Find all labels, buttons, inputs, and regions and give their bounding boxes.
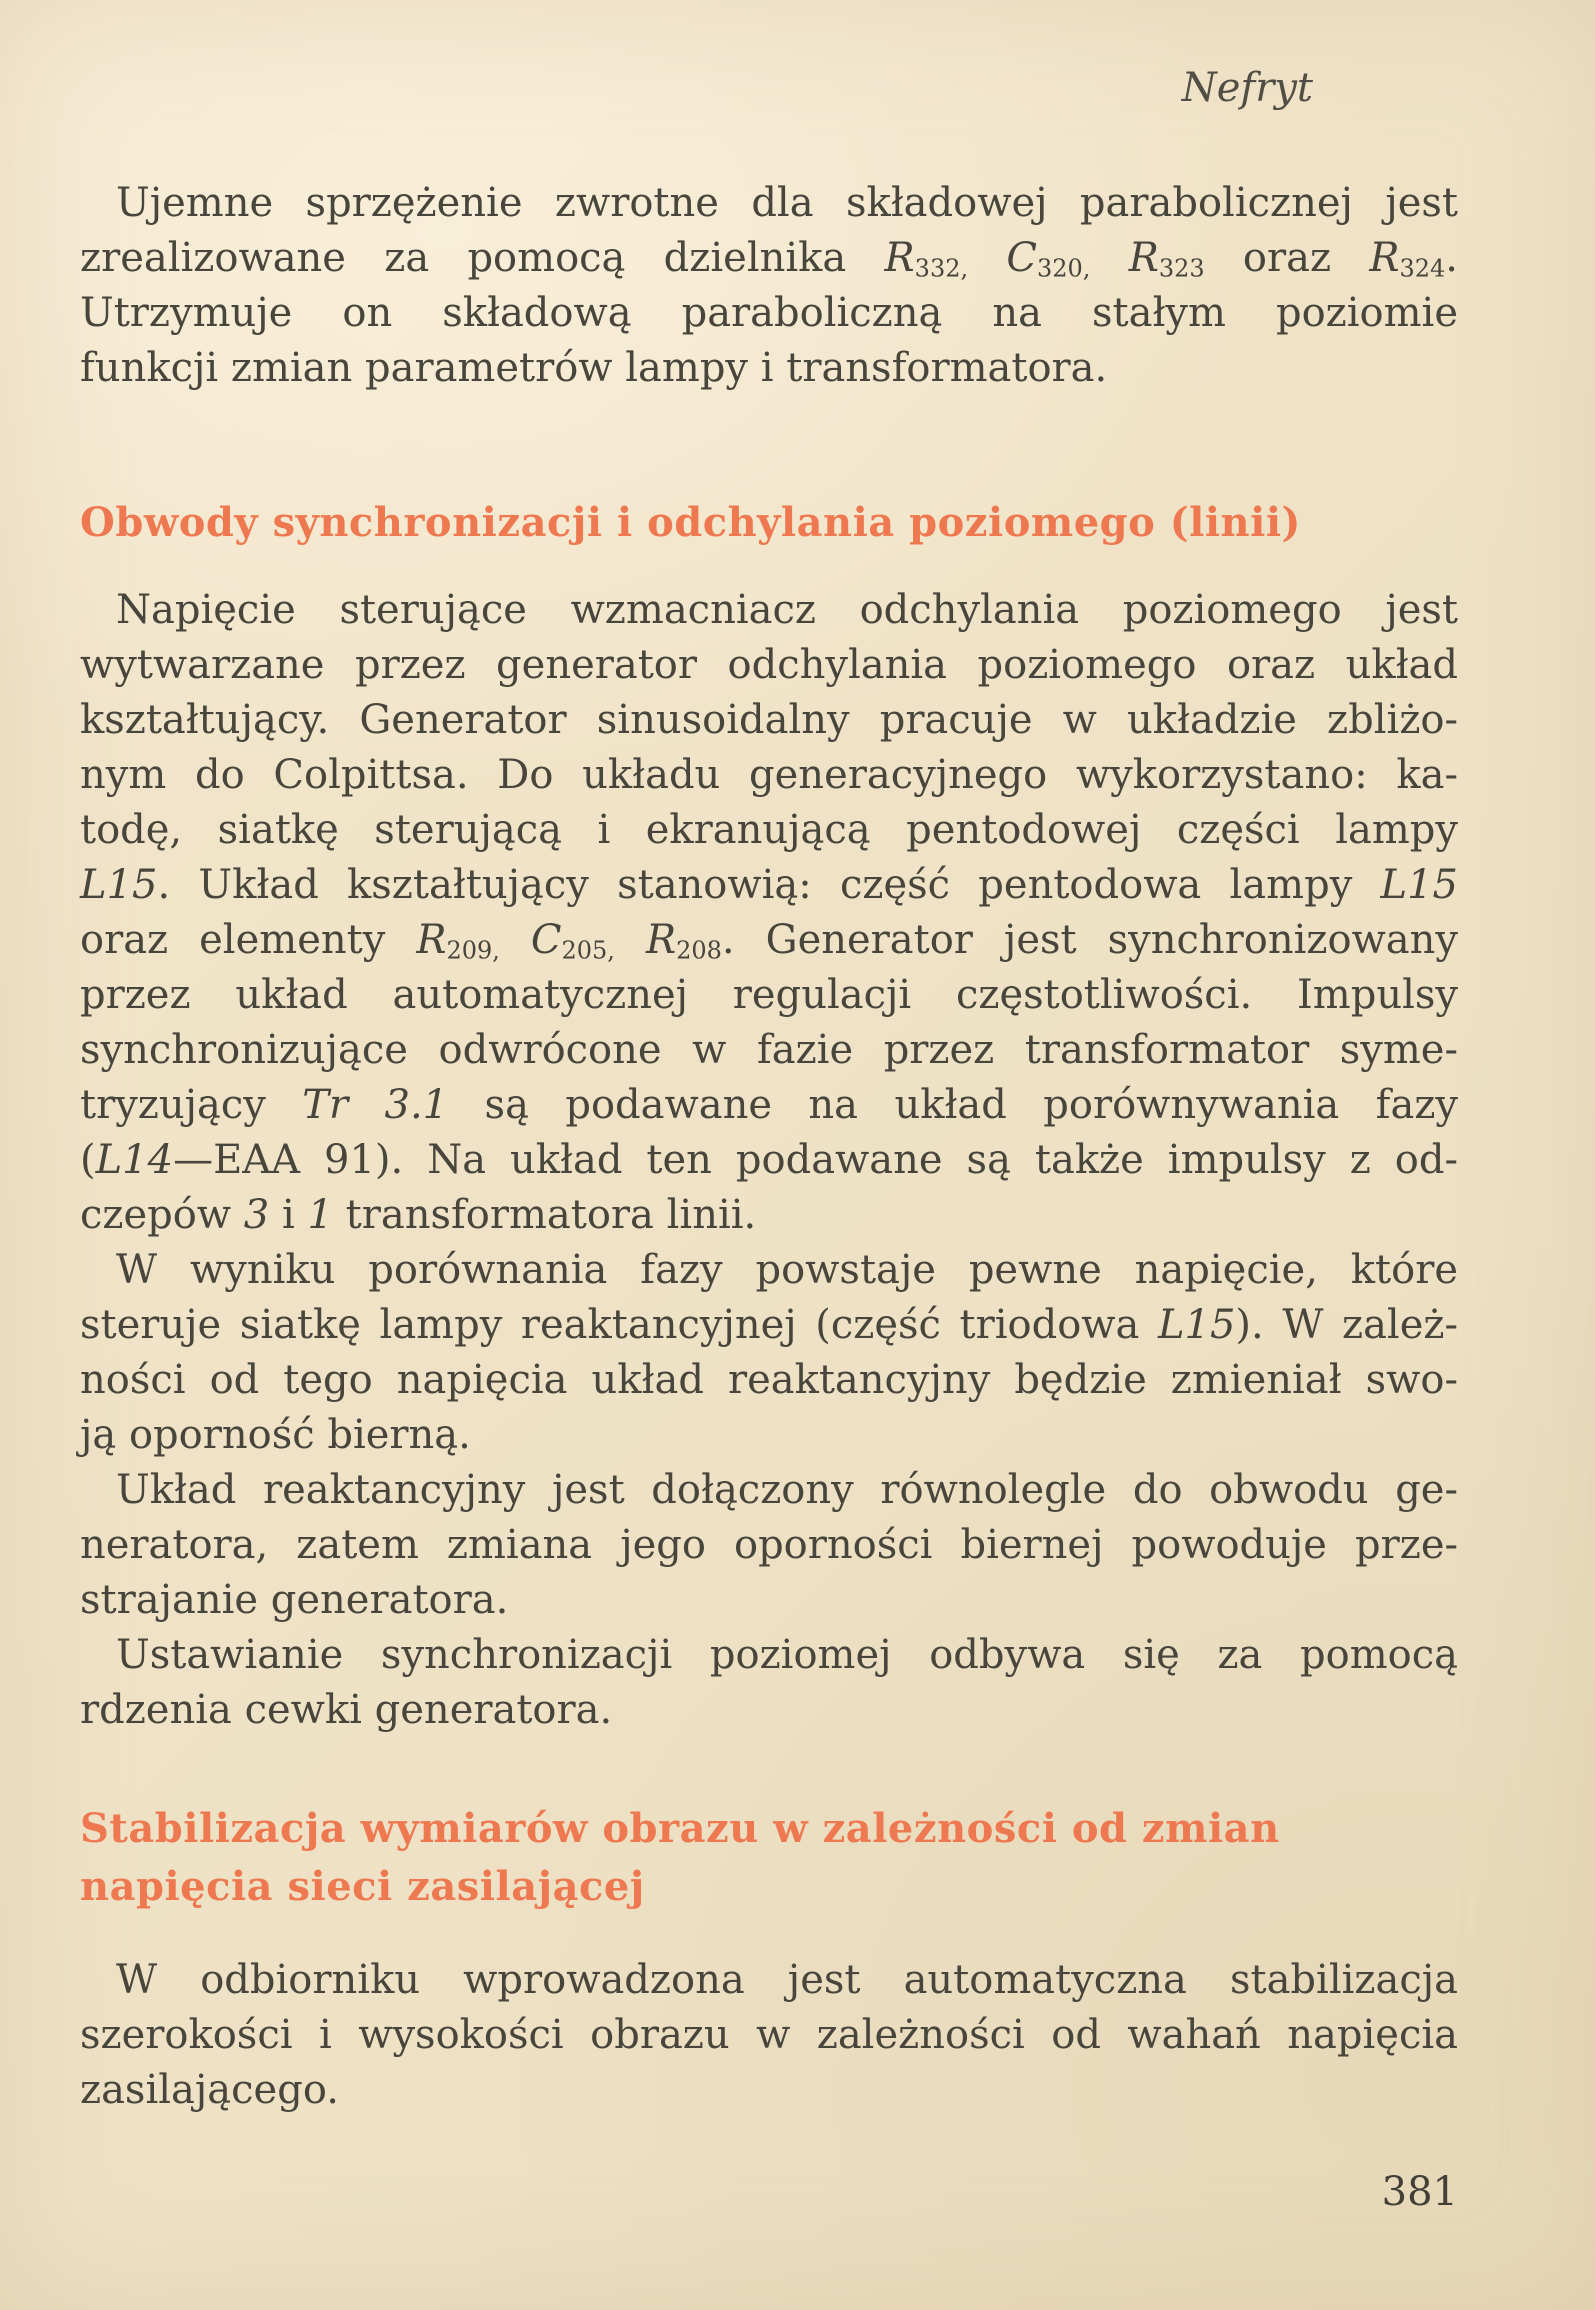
page-number: 381 [1381,2169,1458,2215]
text-line: tryzujący Tr 3.1 są podawane na układ porównywania fazy [80,1082,1459,1128]
text-line: przez układ automatycznej regulacji częstotliwości. Impulsy [80,972,1458,1018]
paragraph-reactance-circuit [80,1463,1458,1628]
text-line: oraz elementy $R_{209,}$ $C_{205,}$ $R_{208}$. Generator jest synchronizowany [80,917,1459,965]
text-line: Ujemne sprzężenie zwrotne dla składowej parabolicznej jest [116,180,1458,226]
text-line: ją oporność bierną. [80,1412,471,1458]
body-flow [0,583,1595,1738]
section-heading-picture-stabilization [80,1800,1458,1916]
text-line: kształtujący. Generator sinusoidalny pracuje w układzie zbliżo- [80,697,1458,743]
text-line: funkcji zmian parametrów lampy i transformatora. [80,345,1108,391]
text-line: W odbiorniku wprowadzona jest automatyczna stabilizacja [116,1957,1458,2003]
text-line: Układ reaktancyjny jest dołączony równolegle do obwodu ge- [116,1467,1458,1513]
section-heading-horizontal-sync [80,494,1458,552]
text-line: nym do Colpittsa. Do układu generacyjnego wykorzystano: ka- [80,752,1458,798]
text-line: synchronizujące odwrócone w fazie przez transformator syme- [80,1027,1458,1073]
text-line: todę, siatkę sterującą i ekranującą pentodowej części lampy [80,807,1458,853]
text-line: (L14—EAA 91). Na układ ten podawane są także impulsy z od- [80,1137,1458,1183]
paragraph-control-voltage [80,583,1458,1243]
paragraph-mains-stabilization [80,1953,1458,2118]
text-line: zasilającego. [80,2067,339,2113]
text-line: Obwody synchronizacji i odchylania poziomego (linii) [80,499,1301,546]
text-line: rdzenia cewki generatora. [80,1687,613,1733]
text-line: L15. Układ kształtujący stanowią: część pentodowa lampy L15 [80,862,1458,908]
paragraph-phase-comparison [80,1243,1458,1463]
text-line: szerokości i wysokości obrazu w zależności od wahań napięcia [80,2012,1458,2058]
text-line: napięcia sieci zasilającej [80,1863,645,1910]
text-line: Utrzymuje on składową paraboliczną na stałym poziomie [80,290,1458,336]
text-line: neratora, zatem zmiana jego oporności biernej powoduje prze- [80,1522,1458,1568]
text-line: czepów 3 i 1 transformatora linii. [80,1192,757,1238]
text-line: Ustawianie synchronizacji poziomej odbywa się za pomocą [116,1632,1458,1678]
text-line: Napięcie sterujące wzmacniacz odchylania poziomego jest [116,587,1458,633]
text-line: wytwarzane przez generator odchylania poziomego oraz układ [80,642,1458,688]
paragraph-sync-adjustment [80,1628,1458,1738]
running-head: Nefryt [1181,65,1313,111]
text-line: zrealizowane za pomocą dzielnika $R_{332,}$ $C_{320,}$ $R_{323}$ oraz $R_{324}$. [80,235,1458,283]
text-line: strajanie generatora. [80,1577,509,1623]
text-line: steruje siatkę lampy reaktancyjnej (część triodowa L15). W zależ- [80,1302,1458,1348]
text-line: ności od tego napięcia układ reaktancyjny będzie zmieniał swo- [80,1357,1458,1403]
text-line: W wyniku porównania fazy powstaje pewne napięcie, które [116,1247,1458,1293]
paragraph-negative-feedback [80,176,1458,396]
text-line: Stabilizacja wymiarów obrazu w zależności od zmian [80,1805,1280,1852]
